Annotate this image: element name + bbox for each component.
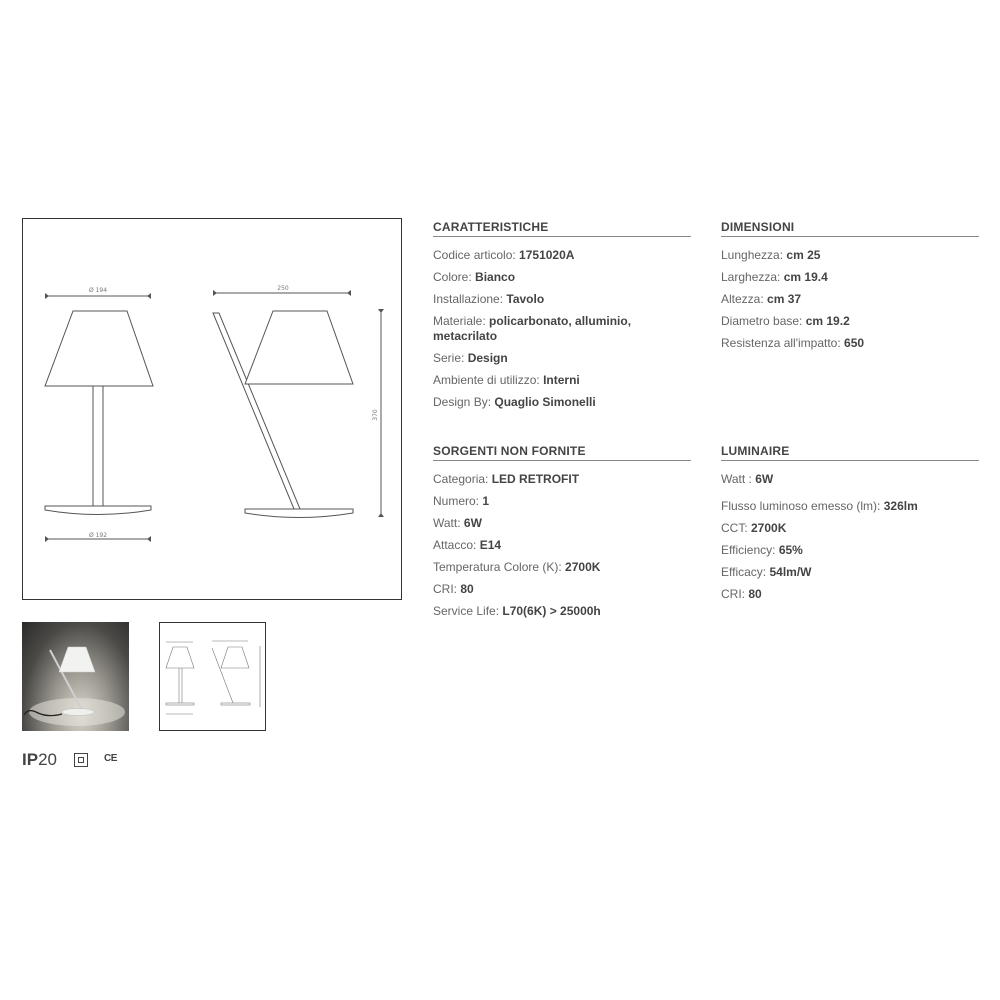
technical-drawing	[22, 218, 402, 600]
row-altezza: Altezza: cm 37	[721, 292, 802, 306]
row-lum-watt: Watt : 6W	[721, 472, 774, 486]
lamp-photo-illustration	[22, 622, 129, 731]
section-title-luminaire: LUMINAIRE	[721, 444, 979, 461]
side-view	[213, 290, 384, 518]
row-flusso: Flusso luminoso emesso (lm): 326lm	[721, 499, 918, 513]
row-cct: CCT: 2700K	[721, 521, 787, 535]
row-service-life: Service Life: L70(6K) > 25000h	[433, 604, 601, 618]
dim-label-base-diameter: Ø 192	[88, 532, 108, 539]
row-design-by: Design By: Quaglio Simonelli	[433, 395, 596, 409]
row-serie: Serie: Design	[433, 351, 508, 365]
row-temperatura: Temperatura Colore (K): 2700K	[433, 560, 601, 574]
row-diametro-base: Diametro base: cm 19.2	[721, 314, 850, 328]
section-dimensioni	[721, 220, 979, 351]
row-larghezza: Larghezza: cm 19.4	[721, 270, 828, 284]
row-ambiente: Ambiente di utilizzo: Interni	[433, 373, 580, 387]
row-lunghezza: Lunghezza: cm 25	[721, 248, 821, 262]
section-caratteristiche	[433, 220, 691, 410]
row-cri: CRI: 80	[433, 582, 474, 596]
front-shade	[45, 311, 153, 386]
row-colore: Colore: Bianco	[433, 270, 516, 284]
row-efficacy: Efficacy: 54lm/W	[721, 565, 812, 579]
section-title-caratteristiche: CARATTERISTICHE	[433, 220, 691, 237]
row-numero: Numero: 1	[433, 494, 490, 508]
row-materiale: Materiale: policarbonato, alluminio, metacrilato	[433, 314, 632, 343]
lamp-drawing-svg	[23, 219, 403, 601]
ip-rating: IP20	[22, 750, 57, 769]
row-installazione: Installazione: Tavolo	[433, 292, 545, 306]
class-ii-insulation-icon	[74, 753, 88, 767]
row-resistenza: Resistenza all'impatto: 650	[721, 336, 865, 350]
technical-drawing-thumbnail[interactable]	[159, 622, 266, 731]
row-attacco: Attacco: E14	[433, 538, 502, 552]
dim-label-height: 370	[372, 409, 379, 421]
side-base	[245, 509, 353, 518]
lamp-drawing-mini	[160, 623, 265, 730]
front-view	[45, 293, 153, 542]
dim-label-length: 250	[277, 285, 289, 292]
row-watt: Watt: 6W	[433, 516, 482, 530]
row-efficiency: Efficiency: 65%	[721, 543, 803, 557]
row-lum-cri: CRI: 80	[721, 587, 762, 601]
row-categoria: Categoria: LED RETROFIT	[433, 472, 580, 486]
row-codice: Codice articolo: 1751020A	[433, 248, 575, 262]
section-luminaire	[721, 444, 979, 602]
product-photo-thumbnail[interactable]	[22, 622, 129, 731]
side-shade	[245, 311, 353, 384]
section-title-sorgenti: SORGENTI NON FORNITE	[433, 444, 691, 461]
dim-label-shade-diameter: Ø 194	[88, 287, 108, 294]
section-title-dimensioni: DIMENSIONI	[721, 220, 979, 237]
front-base	[45, 506, 151, 515]
section-sorgenti	[433, 444, 691, 619]
ce-mark-icon: CE	[104, 753, 117, 764]
